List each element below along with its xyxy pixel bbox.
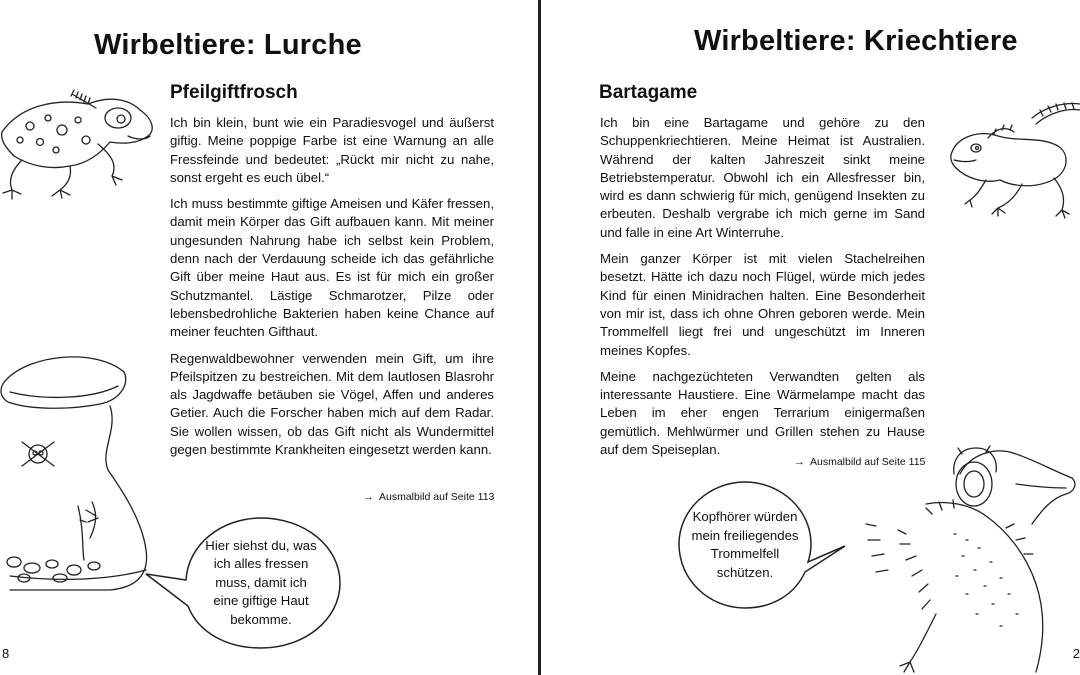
arrow-right-icon: →	[794, 456, 805, 468]
left-bubble-text: Hier siehst du, was ich alles fressen muss, damit ich eine giftige Haut bekomme.	[205, 537, 317, 627]
paragraph: Meine nachgezüchteten Verwandten gelten als interessante Haustiere. Eine Wärmelampe macht das Leben im eher engen Terrarium einigermaßen gemütlich. Mehlwürmer und Grillen stehen zu Hause auf dem Speiseplan.	[600, 368, 925, 458]
left-page-title: Wirbeltiere: Lurche	[94, 29, 362, 61]
left-speech-bubble	[180, 516, 342, 650]
left-page-number: 8	[2, 646, 10, 661]
left-page	[0, 0, 538, 675]
right-body-text	[600, 114, 925, 467]
paragraph: Ich bin klein, bunt wie ein Paradiesvogel und äußerst giftig. Meine poppige Farbe ist eine Warnung an alle Fressfeinde und bedeutet: „Rückt mir nicht zu nahe, sonst ergeht es euch übel.“	[170, 115, 494, 185]
jar-drawing	[0, 350, 160, 600]
left-body-text	[170, 114, 494, 467]
paragraph: Ich muss bestimmte giftige Ameisen und Käfer fressen, damit mein Körper das Gift aufbauen kann. Mit meiner ungesunden Nahrung habe ich selbst kein Problem, denn nach der Verdauung scheide ich das gefährliche Gift über meine Haut aus. Es ist für mich ein großer Schutzmantel. Lästige Schmarotzer, Pilze oder lebensbedrohliche Bakterien haben keine Chance auf meiner feuchten Gifthaut.	[170, 196, 494, 340]
paragraph: Ich bin eine Bartagame und gehöre zu den Schuppenkriechtieren. Meine Heimat ist Australien. Während der kalten Jahreszeit sinkt meine Betriebstemperatur. Obwohl ich ein Allesfresser bin, wird es dann schwierig für mich, genügend Insekten zu erbeuten. Deshalb vergrabe ich mich gerne im Sand und falle in eine Art Winterruhe.	[600, 115, 925, 240]
paragraph: Mein ganzer Körper ist mit vielen Stachelreihen besetzt. Hätte ich dazu noch Flügel, würde mich jedes Kind für einen Minidrachen halten. Eine Besonderheit von mir ist, dass ich ohne Ohren geboren werde. Mein Trommelfell liegt frei und ungeschützt im Inneren meines Kopfes.	[600, 251, 925, 358]
left-page-subtitle: Pfeilgiftfrosch	[170, 82, 298, 103]
frog-drawing	[0, 84, 165, 202]
reference-label: Ausmalbild auf Seite 115	[810, 456, 926, 468]
arrow-right-icon: →	[363, 491, 374, 503]
right-speech-bubble	[677, 480, 813, 610]
lizard-drawing	[936, 96, 1080, 224]
reference-label: Ausmalbild auf Seite 113	[379, 491, 495, 503]
right-page-title: Wirbeltiere: Kriechtiere	[694, 25, 1018, 57]
right-page	[541, 0, 1080, 675]
left-coloring-reference	[363, 491, 494, 503]
paragraph: Regenwaldbewohner verwenden mein Gift, um ihre Pfeilspitzen zu bestreichen. Mit dem lautlosen Blasrohr als Jagdwaffe betäuben sie Vögel, Affen und anderes Getier. Auch die Forscher haben mich auf dem Radar. Sie wollen wissen, ob das Gift nicht als Wundermittel gegen bestimmte Krankheiten eingesetzt werden kann.	[170, 350, 494, 458]
right-bubble-text: Kopfhörer würden mein freiliegendes Trommelfell schützen.	[691, 509, 799, 580]
right-page-number: 2	[1072, 646, 1080, 661]
right-page-subtitle: Bartagame	[599, 82, 698, 103]
bearded-dragon-headphones-drawing	[866, 444, 1080, 675]
